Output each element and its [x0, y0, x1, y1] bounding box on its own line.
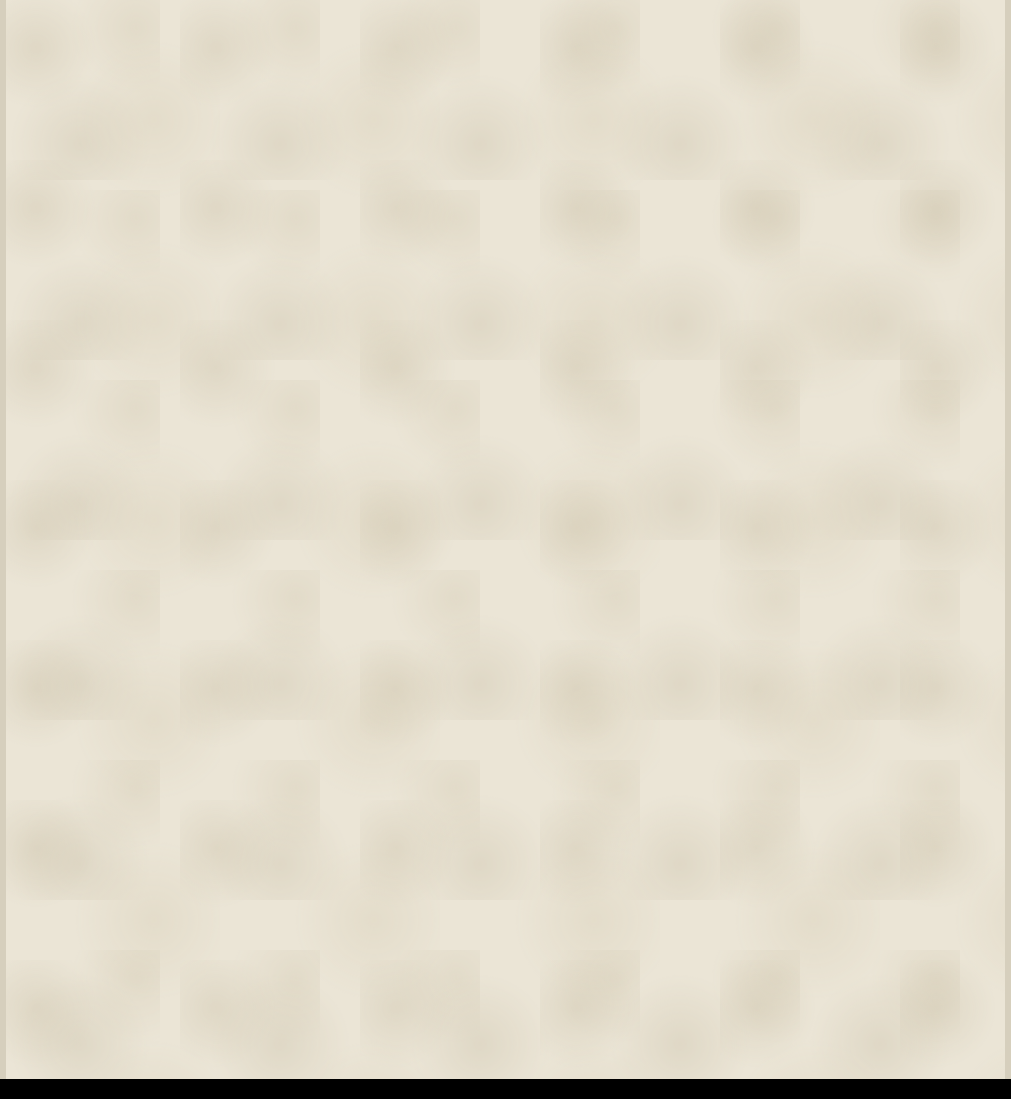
page-edge-left	[0, 0, 6, 1079]
page-edge-right	[1005, 0, 1011, 1079]
section-header	[376, 0, 965, 120]
menu-list	[376, 0, 965, 120]
bottom-bar	[0, 1079, 1011, 1099]
